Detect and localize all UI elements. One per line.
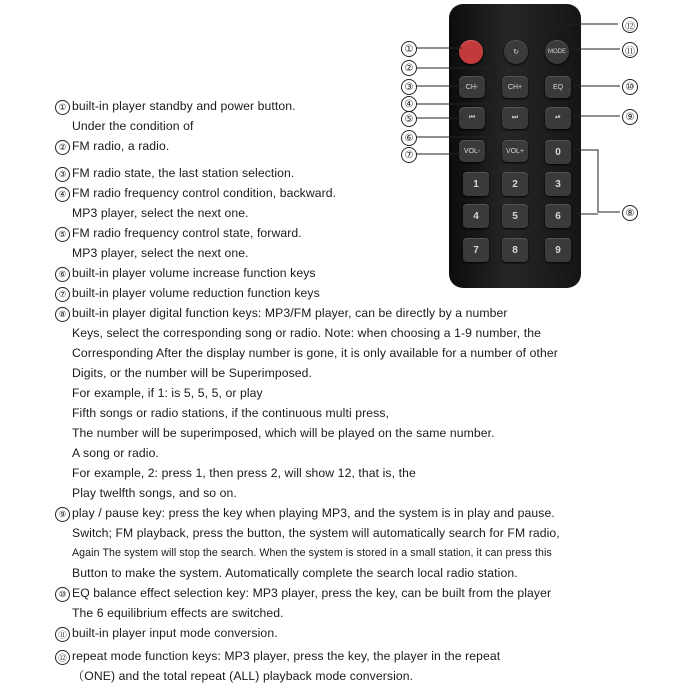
callout-7: ⑦ bbox=[401, 147, 417, 163]
desc-line: Digits, or the number will be Superimposed. bbox=[72, 366, 313, 380]
bullet-6: ⑥ bbox=[55, 267, 70, 282]
callout-12: ⑫ bbox=[622, 17, 638, 33]
desc-line: repeat mode function keys: MP3 player, press the key, the player in the repeat bbox=[72, 649, 501, 663]
desc-line: Fifth songs or radio stations, if the continuous multi press, bbox=[72, 406, 390, 420]
desc-line: built-in player digital function keys: MP3/FM player, can be directly by a number bbox=[72, 306, 508, 320]
callout-6: ⑥ bbox=[401, 130, 417, 146]
prev-button[interactable]: ⏮ bbox=[459, 107, 485, 129]
callout-3: ③ bbox=[401, 79, 417, 95]
digit-5-button[interactable]: 5 bbox=[502, 204, 528, 228]
callout-4: ④ bbox=[401, 96, 417, 112]
digit-4-button[interactable]: 4 bbox=[463, 204, 489, 228]
desc-line: Button to make the system. Automatically complete the search local radio station. bbox=[72, 566, 518, 580]
desc-line: built-in player volume reduction function keys bbox=[72, 286, 320, 300]
digit-8-button[interactable]: 8 bbox=[502, 238, 528, 262]
desc-line: For example, if 1: is 5, 5, 5, or play bbox=[72, 386, 263, 400]
bullet-3: ③ bbox=[55, 167, 70, 182]
callout-5: ⑤ bbox=[401, 111, 417, 127]
desc-line: Keys, select the corresponding song or radio. Note: when choosing a 1-9 number, the bbox=[72, 326, 541, 340]
vol-minus-button[interactable]: VOL- bbox=[459, 140, 485, 162]
callout-11: ⑪ bbox=[622, 42, 638, 58]
desc-line: Under the condition of bbox=[72, 119, 194, 133]
bullet-9: ⑨ bbox=[55, 507, 70, 522]
desc-line: built-in player input mode conversion. bbox=[72, 626, 278, 640]
desc-line: Again The system will stop the search. When the system is stored in a small station, it can press this bbox=[72, 547, 552, 559]
desc-line: play / pause key: press the key when playing MP3, and the system is in play and pause. bbox=[72, 506, 555, 520]
digit-7-button[interactable]: 7 bbox=[463, 238, 489, 262]
desc-line: （ONE) and the total repeat (ALL) playback mode conversion. bbox=[72, 669, 414, 683]
callout-10: ⑩ bbox=[622, 79, 638, 95]
desc-line: FM radio frequency control state, forward. bbox=[72, 226, 302, 240]
digit-1-button[interactable]: 1 bbox=[463, 172, 489, 196]
mode-button[interactable]: MODE bbox=[545, 40, 569, 64]
callout-9: ⑨ bbox=[622, 109, 638, 125]
desc-line: built-in player volume increase function keys bbox=[72, 266, 316, 280]
repeat-button[interactable]: ↻ bbox=[504, 40, 528, 64]
desc-line: built-in player standby and power button. bbox=[72, 99, 296, 113]
desc-line: FM radio state, the last station selection. bbox=[72, 166, 295, 180]
bullet-11: ⑪ bbox=[55, 627, 70, 642]
desc-line: MP3 player, select the next one. bbox=[72, 206, 249, 220]
digit-6-button[interactable]: 6 bbox=[545, 204, 571, 228]
desc-line: Play twelfth songs, and so on. bbox=[72, 486, 237, 500]
digit-0-button[interactable]: 0 bbox=[545, 140, 571, 164]
callout-1: ① bbox=[401, 41, 417, 57]
bullet-12: ⑫ bbox=[55, 650, 70, 665]
bullet-5: ⑤ bbox=[55, 227, 70, 242]
next-button[interactable]: ⏭ bbox=[502, 107, 528, 129]
desc-line: FM radio, a radio. bbox=[72, 139, 170, 153]
desc-line: A song or radio. bbox=[72, 446, 159, 460]
desc-line: Switch; FM playback, press the button, the system will automatically search for FM radio, bbox=[72, 526, 560, 540]
digit-3-button[interactable]: 3 bbox=[545, 172, 571, 196]
bullet-7: ⑦ bbox=[55, 287, 70, 302]
bullet-2: ② bbox=[55, 140, 70, 155]
ch-plus-button[interactable]: CH+ bbox=[502, 76, 528, 98]
desc-line: The number will be superimposed, which will be played on the same number. bbox=[72, 426, 495, 440]
digit-9-button[interactable]: 9 bbox=[545, 238, 571, 262]
play-pause-button[interactable]: ⏯ bbox=[545, 107, 571, 129]
callout-2: ② bbox=[401, 60, 417, 76]
eq-button[interactable]: EQ bbox=[545, 76, 571, 98]
desc-line: FM radio frequency control condition, backward. bbox=[72, 186, 337, 200]
desc-line: MP3 player, select the next one. bbox=[72, 246, 249, 260]
bullet-8: ⑧ bbox=[55, 307, 70, 322]
desc-line: Corresponding After the display number is gone, it is only available for a number of other bbox=[72, 346, 558, 360]
vol-plus-button[interactable]: VOL+ bbox=[502, 140, 528, 162]
bullet-1: ① bbox=[55, 100, 70, 115]
ch-minus-button[interactable]: CH- bbox=[459, 76, 485, 98]
callout-8: ⑧ bbox=[622, 205, 638, 221]
digit-2-button[interactable]: 2 bbox=[502, 172, 528, 196]
desc-line: EQ balance effect selection key: MP3 player, press the key, can be built from the player bbox=[72, 586, 552, 600]
bullet-4: ④ bbox=[55, 187, 70, 202]
desc-line: The 6 equilibrium effects are switched. bbox=[72, 606, 284, 620]
bullet-10: ⑩ bbox=[55, 587, 70, 602]
desc-line: For example, 2: press 1, then press 2, will show 12, that is, the bbox=[72, 466, 416, 480]
